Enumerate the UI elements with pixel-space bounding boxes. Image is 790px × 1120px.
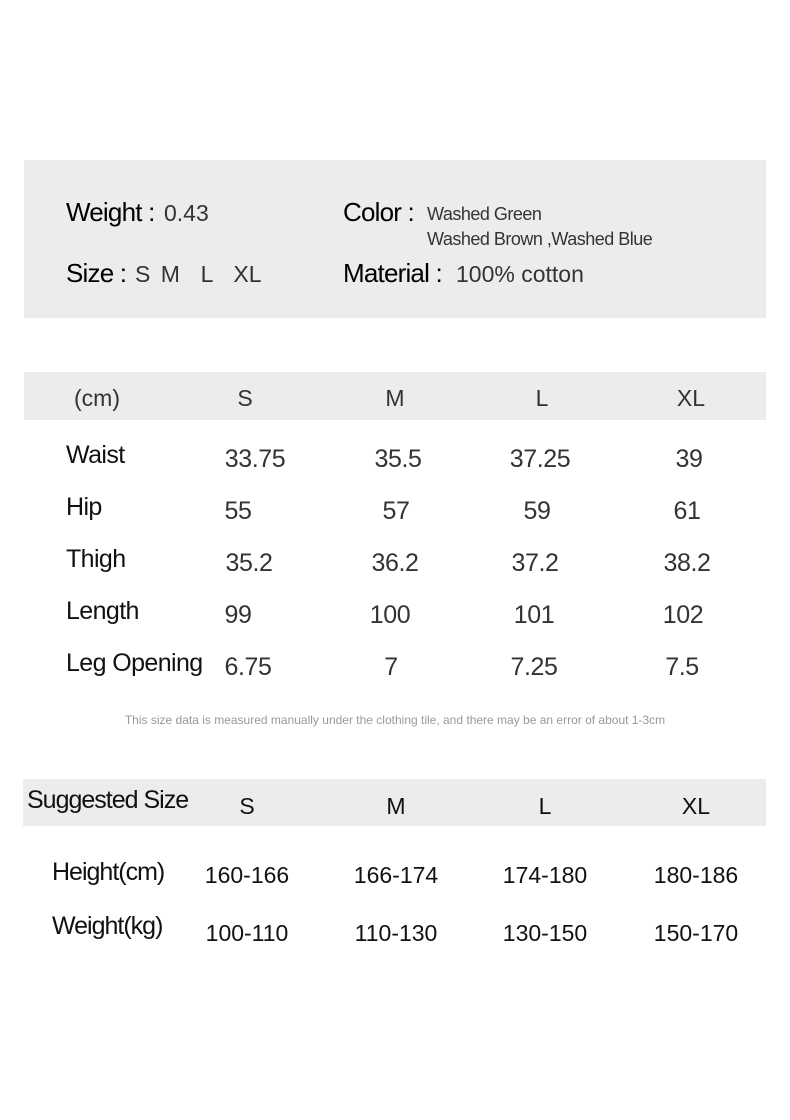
size-header-xl: XL xyxy=(676,385,706,411)
table-cell: 35.5 xyxy=(374,445,422,473)
row-label-height: Height(cm) xyxy=(52,858,165,886)
size-header-l: L xyxy=(535,385,549,411)
size-header-m: M xyxy=(385,385,405,411)
row-label-hip: Hip xyxy=(66,493,102,521)
weight-label: Weight : xyxy=(66,197,155,227)
product-info-panel xyxy=(24,160,766,318)
table-cell: 59 xyxy=(523,497,551,525)
suggested-header-m: M xyxy=(386,793,406,819)
table-cell: 38.2 xyxy=(663,549,711,577)
suggested-header-s: S xyxy=(239,793,255,819)
table-cell: 166-174 xyxy=(353,862,439,888)
table-cell: 174-180 xyxy=(502,862,588,888)
table-cell: 57 xyxy=(382,497,410,525)
weight-value: 0.43 xyxy=(164,200,209,226)
suggested-header-l: L xyxy=(538,793,552,819)
row-label-weight: Weight(kg) xyxy=(52,912,163,940)
table-cell: 37.25 xyxy=(509,445,571,473)
material-value: 100% cotton xyxy=(456,261,584,287)
table-cell: 36.2 xyxy=(371,549,419,577)
table-cell: 102 xyxy=(662,601,704,629)
row-label-leg-opening: Leg Opening xyxy=(66,649,203,677)
table-cell: 39 xyxy=(675,445,703,473)
table-cell: 130-150 xyxy=(502,920,588,946)
size-values: S M L XL xyxy=(135,261,262,287)
table-cell: 180-186 xyxy=(653,862,739,888)
measurement-note: This size data is measured manually under the clothing tile, and there may be an error of about 1-3cm xyxy=(124,713,666,727)
table-cell: 100-110 xyxy=(205,920,289,946)
size-header-unit: (cm) xyxy=(74,385,120,411)
table-cell: 7.25 xyxy=(510,653,558,681)
table-cell: 35.2 xyxy=(225,549,273,577)
table-cell: 160-166 xyxy=(204,862,290,888)
table-cell: 61 xyxy=(673,497,701,525)
size-label: Size : xyxy=(66,258,127,288)
table-cell: 100 xyxy=(369,601,411,629)
row-label-waist: Waist xyxy=(66,441,125,469)
table-cell: 99 xyxy=(224,601,252,629)
row-label-thigh: Thigh xyxy=(66,545,126,573)
color-value-line1: Washed Green xyxy=(427,204,542,224)
table-cell: 110-130 xyxy=(354,920,438,946)
table-cell: 150-170 xyxy=(653,920,739,946)
table-cell: 37.2 xyxy=(511,549,559,577)
table-cell: 7 xyxy=(384,653,398,681)
table-cell: 6.75 xyxy=(224,653,272,681)
suggested-size-title: Suggested Size xyxy=(27,786,189,814)
table-cell: 55 xyxy=(224,497,252,525)
material-label: Material : xyxy=(343,258,442,288)
suggested-header-xl: XL xyxy=(681,793,711,819)
size-header-s: S xyxy=(237,385,253,411)
table-cell: 101 xyxy=(513,601,555,629)
table-cell: 33.75 xyxy=(224,445,286,473)
table-cell: 7.5 xyxy=(665,653,699,681)
color-label: Color : xyxy=(343,197,414,227)
color-value-line2: Washed Brown ,Washed Blue xyxy=(427,229,653,249)
row-label-length: Length xyxy=(66,597,139,625)
